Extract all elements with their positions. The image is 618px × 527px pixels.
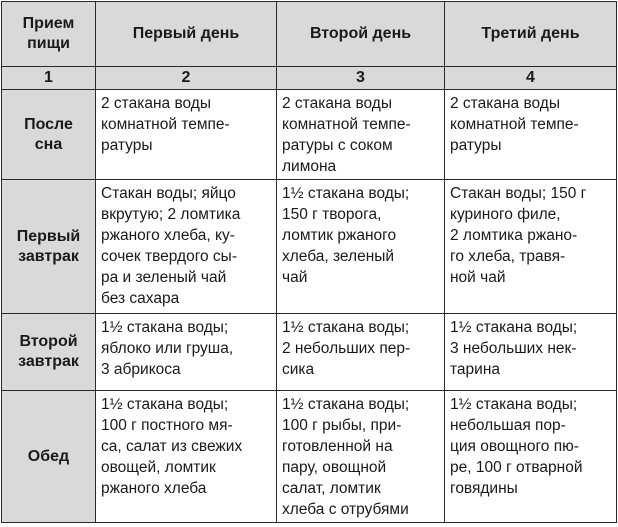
meal-label: Первый завтрак (2, 180, 96, 314)
header-row (2, 2, 617, 67)
table-cell: 1½ стакана воды; яблоко или груша, 3 абрикоса (96, 314, 277, 391)
header-day-2: Второй день (277, 2, 445, 67)
meal-plan-table (1, 1, 617, 523)
table-cell: 1½ стакана воды; 100 г рыбы, при- готовленной на пару, овощной салат, ломтик хлеба с отрубями (277, 391, 445, 523)
table-cell: 1½ стакана воды; 2 небольших пер- сика (277, 314, 445, 391)
column-number: 2 (96, 67, 277, 90)
table-cell: 1½ стакана воды; небольшая пор- ция овощного пю- ре, 100 г отварной говядины (445, 391, 617, 523)
column-number: 4 (445, 67, 617, 90)
table-row (2, 90, 617, 180)
meal-label: После сна (2, 90, 96, 180)
meal-label: Второй завтрак (2, 314, 96, 391)
column-number-row (2, 67, 617, 90)
header-meal: Прием пищи (2, 2, 96, 67)
table-cell: 2 стакана воды комнатной темпе- ратуры (445, 90, 617, 180)
table-cell: 2 стакана воды комнатной темпе- ратуры (96, 90, 277, 180)
column-number: 1 (2, 67, 96, 90)
table-cell: Стакан воды; 150 г куриного филе, 2 ломтика ржано- го хлеба, травя- ной чай (445, 180, 617, 314)
header-day-3: Третий день (445, 2, 617, 67)
table-cell: 1½ стакана воды; 3 небольших нек- тарина (445, 314, 617, 391)
table-cell: 1½ стакана воды; 150 г творога, ломтик ржаного хлеба, зеленый чай (277, 180, 445, 314)
table-row (2, 314, 617, 391)
column-number: 3 (277, 67, 445, 90)
header-day-1: Первый день (96, 2, 277, 67)
table-row (2, 180, 617, 314)
table-row (2, 391, 617, 523)
table-cell: Стакан воды; яйцо вкрутую; 2 ломтика ржаного хлеба, ку- сочек твердого сы- ра и зеленый чай без сахара (96, 180, 277, 314)
table-cell: 1½ стакана воды; 100 г постного мя- са, салат из свежих овощей, ломтик ржаного хлеба (96, 391, 277, 523)
meal-label: Обед (2, 391, 96, 523)
table-cell: 2 стакана воды комнатной темпе- ратуры с соком лимона (277, 90, 445, 180)
